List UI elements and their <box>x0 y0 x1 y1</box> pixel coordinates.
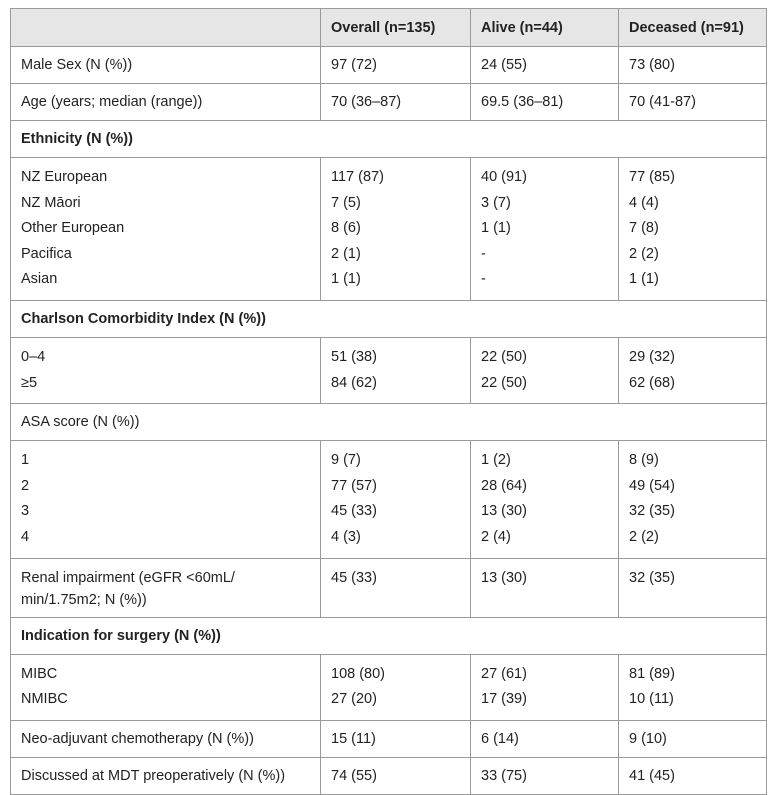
cell-line: 40 (91) <box>481 169 527 185</box>
cell-label <box>11 84 321 121</box>
cell-line: 32 (35) <box>629 569 675 586</box>
cell-overall <box>321 84 471 121</box>
table-body <box>11 47 767 795</box>
cell-line: 1 (2) <box>481 452 511 469</box>
cell-deceased <box>619 654 767 720</box>
cell-line: 77 (85) <box>629 169 675 185</box>
cell-line: 84 (62) <box>331 374 377 391</box>
cell-line: 2 (2) <box>629 245 659 262</box>
header-cell-overall: Overall (n=135) <box>321 9 471 47</box>
cell-line: 51 (38) <box>331 348 377 365</box>
cell-line: 45 (33) <box>331 569 377 586</box>
cell-label <box>11 158 321 301</box>
header-cell-alive: Alive (n=44) <box>471 9 619 47</box>
cell-line: 33 (75) <box>481 767 527 784</box>
table-row <box>11 158 767 301</box>
table-header <box>11 9 767 47</box>
cell-line: Male Sex (N (%)) <box>21 57 133 73</box>
cell-line: 1 (1) <box>481 220 511 237</box>
cell-line: 49 (54) <box>629 477 675 494</box>
cell-overall <box>321 337 471 403</box>
cell-overall <box>321 441 471 558</box>
table-row <box>11 337 767 403</box>
cell-line: 74 (55) <box>331 767 377 784</box>
cell-line: 108 (80) <box>331 665 386 682</box>
cell-line: 77 (57) <box>331 477 377 494</box>
cell-line: 10 (11) <box>629 691 674 708</box>
cell-line: 2 <box>21 477 30 494</box>
cell-alive <box>471 720 619 757</box>
section-label: Charlson Comorbidity Index (N (%)) <box>11 300 767 337</box>
cell-deceased <box>619 441 767 558</box>
cell-deceased <box>619 720 767 757</box>
cell-line: 7 (8) <box>629 220 659 237</box>
cell-line: Age (years; median (range)) <box>21 94 203 110</box>
cell-line: 0–4 <box>21 348 46 365</box>
table-row <box>11 558 767 617</box>
cell-deceased <box>619 337 767 403</box>
cell-label <box>11 654 321 720</box>
section-row <box>11 404 767 441</box>
header-row <box>11 9 767 47</box>
cell-line: 1 (1) <box>331 271 361 288</box>
cell-deceased <box>619 558 767 617</box>
characteristics-table <box>10 8 767 795</box>
cell-overall <box>321 757 471 794</box>
cell-line: 8 (6) <box>331 220 361 237</box>
section-row <box>11 300 767 337</box>
table-row <box>11 47 767 84</box>
cell-line: NMIBC <box>21 691 68 708</box>
cell-line: Neo-adjuvant chemotherapy (N (%)) <box>21 730 254 747</box>
cell-alive <box>471 84 619 121</box>
cell-label <box>11 337 321 403</box>
cell-line: 29 (32) <box>629 348 675 365</box>
cell-line: 41 (45) <box>629 767 675 784</box>
cell-line: 8 (9) <box>629 452 659 469</box>
cell-line: Asian <box>21 271 58 288</box>
cell-deceased <box>619 757 767 794</box>
cell-overall <box>321 158 471 301</box>
cell-overall <box>321 720 471 757</box>
cell-line: 2 (2) <box>629 528 659 545</box>
cell-overall <box>321 47 471 84</box>
section-label: Indication for surgery (N (%)) <box>11 617 767 654</box>
cell-overall <box>321 558 471 617</box>
table-row <box>11 757 767 794</box>
cell-alive <box>471 47 619 84</box>
section-row <box>11 617 767 654</box>
cell-line: 1 <box>21 452 30 469</box>
cell-line: 22 (50) <box>481 374 527 391</box>
cell-line: Discussed at MDT preoperatively (N (%)) <box>21 767 286 784</box>
cell-line: 2 (4) <box>481 528 511 545</box>
cell-alive <box>471 757 619 794</box>
cell-line: 17 (39) <box>481 691 527 708</box>
cell-line: Pacifica <box>21 245 72 262</box>
cell-alive <box>471 441 619 558</box>
cell-line: ≥5 <box>21 374 38 391</box>
cell-line: 1 (1) <box>629 271 659 288</box>
cell-line: 70 (36–87) <box>331 94 402 110</box>
cell-line: 70 (41-87) <box>629 94 696 110</box>
section-label: Ethnicity (N (%)) <box>11 121 767 158</box>
cell-line: 22 (50) <box>481 348 527 365</box>
cell-deceased <box>619 47 767 84</box>
cell-line: NZ Māori <box>21 194 81 211</box>
section-row <box>11 121 767 158</box>
section-label: ASA score (N (%)) <box>11 404 767 441</box>
cell-line: 4 (4) <box>629 194 659 211</box>
cell-line: min/1.75m2; N (%)) <box>21 591 147 608</box>
cell-line: 97 (72) <box>331 57 377 73</box>
table-row <box>11 654 767 720</box>
cell-line: MIBC <box>21 665 58 682</box>
cell-line: 4 <box>21 528 30 545</box>
cell-line: 45 (33) <box>331 503 377 520</box>
cell-alive <box>471 337 619 403</box>
cell-deceased <box>619 158 767 301</box>
cell-line: 3 (7) <box>481 194 511 211</box>
cell-line: 13 (30) <box>481 503 527 520</box>
cell-line: Renal impairment (eGFR <60mL/ <box>21 569 235 586</box>
cell-line: 4 (3) <box>331 528 361 545</box>
cell-overall <box>321 654 471 720</box>
header-cell-deceased: Deceased (n=91) <box>619 9 767 47</box>
cell-alive <box>471 558 619 617</box>
cell-alive <box>471 158 619 301</box>
table-row <box>11 720 767 757</box>
cell-label <box>11 558 321 617</box>
cell-line: 24 (55) <box>481 57 527 73</box>
cell-line: 27 (20) <box>331 691 377 708</box>
cell-line: 27 (61) <box>481 665 527 682</box>
cell-line: 32 (35) <box>629 503 675 520</box>
header-cell-label <box>11 9 321 47</box>
cell-line: 7 (5) <box>331 194 361 211</box>
table-row <box>11 84 767 121</box>
cell-line: 69.5 (36–81) <box>481 94 564 110</box>
cell-line: 117 (87) <box>331 169 384 185</box>
cell-deceased <box>619 84 767 121</box>
cell-line: 6 (14) <box>481 730 519 747</box>
cell-line: 73 (80) <box>629 57 675 73</box>
cell-line: Other European <box>21 220 125 237</box>
cell-label <box>11 47 321 84</box>
cell-line: 9 (7) <box>331 452 361 469</box>
cell-line: 81 (89) <box>629 665 675 682</box>
cell-line: 62 (68) <box>629 374 675 391</box>
cell-line: NZ European <box>21 169 108 185</box>
cell-line: 28 (64) <box>481 477 527 494</box>
cell-line: - <box>481 271 486 288</box>
cell-line: 3 <box>21 503 30 520</box>
cell-label <box>11 441 321 558</box>
cell-alive <box>471 654 619 720</box>
characteristics-table-container <box>10 8 766 795</box>
table-row <box>11 441 767 558</box>
cell-line: 15 (11) <box>331 730 376 747</box>
cell-line: - <box>481 245 486 262</box>
cell-line: 9 (10) <box>629 730 667 747</box>
cell-line: 13 (30) <box>481 569 527 586</box>
cell-label <box>11 757 321 794</box>
cell-line: 2 (1) <box>331 245 361 262</box>
cell-label <box>11 720 321 757</box>
